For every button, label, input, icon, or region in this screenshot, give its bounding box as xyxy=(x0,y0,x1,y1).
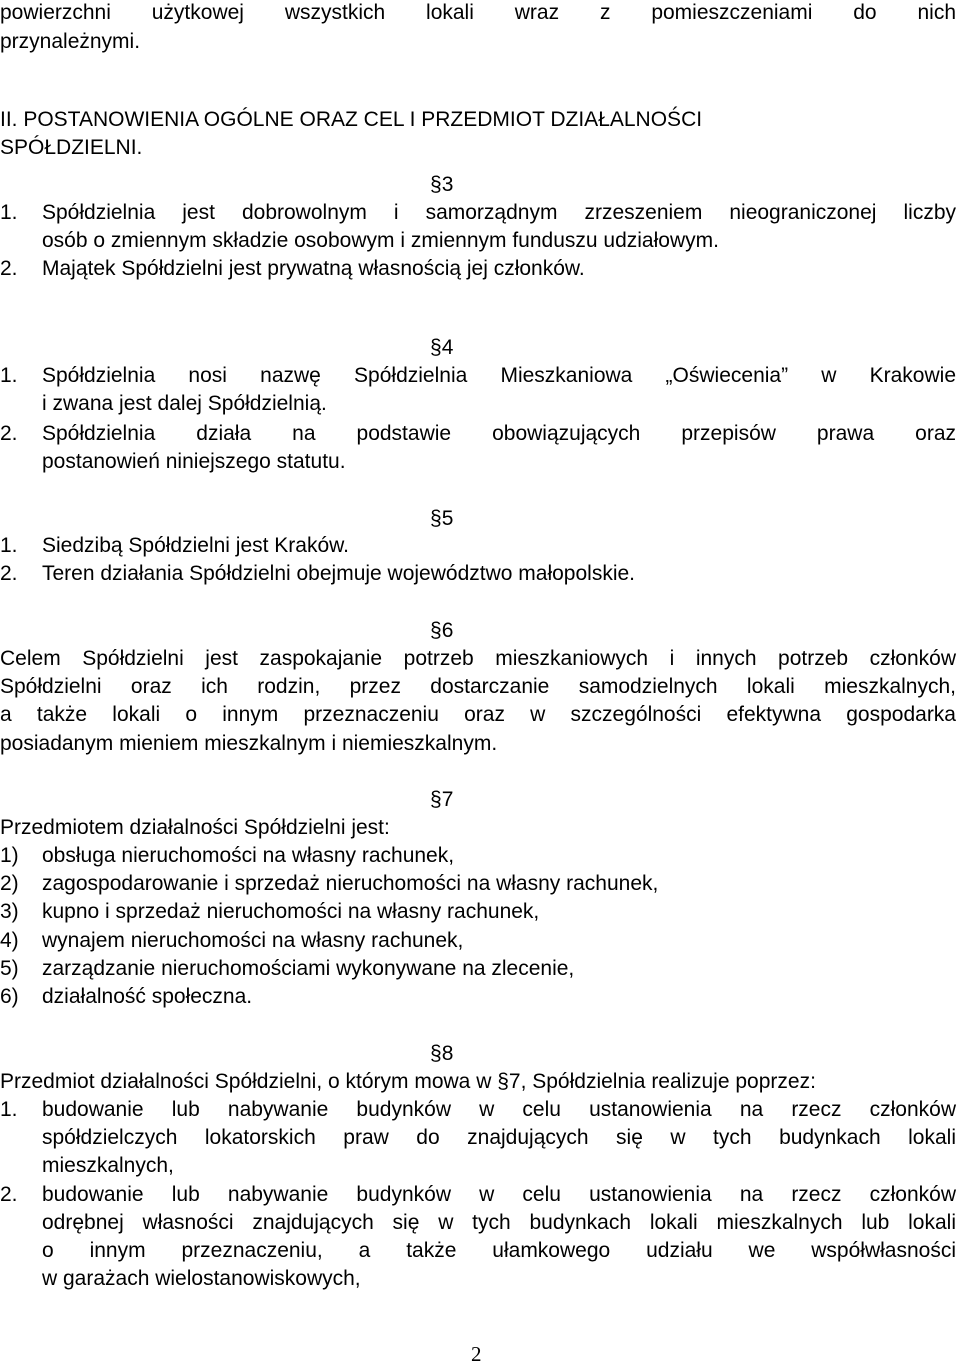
s3-item-text: Spółdzielnia jest dobrowolnym i samorządnym zrzeszeniem nieograniczonej liczby xyxy=(42,201,956,224)
s8-item-text: w garażach wielostanowiskowych, xyxy=(42,1267,361,1290)
s8-item-text: odrębnej własności znajdujących się w tych budynkach lokali mieszkalnych lub lokali xyxy=(42,1211,956,1234)
s3-item-number: 1. xyxy=(0,201,18,224)
s7-item-text: kupno i sprzedaż nieruchomości na własny rachunek, xyxy=(42,900,540,923)
s7-item-text: zagospodarowanie i sprzedaż nieruchomości na własny rachunek, xyxy=(42,872,659,895)
section-sign-icon: § xyxy=(430,788,442,811)
s5-item-text: Teren działania Spółdzielni obejmuje województwo małopolskie. xyxy=(42,562,635,585)
s8-item-number: 1. xyxy=(0,1098,18,1121)
section-sign-icon: § xyxy=(430,507,442,530)
chapter-title-line-1: II. POSTANOWIENIA OGÓLNE ORAZ CEL I PRZEDMIOT DZIAŁALNOŚCI xyxy=(0,108,703,131)
s8-item-text: budowanie lub nabywanie budynków w celu ustanowienia na rzecz członków xyxy=(42,1183,956,1206)
intro-line-2: przynależnymi. xyxy=(0,30,141,53)
s4-item-number: 1. xyxy=(0,364,18,387)
s5-item-number: 1. xyxy=(0,534,18,557)
s4-item-text: Spółdzielnia nosi nazwę Spółdzielnia Mieszkaniowa „Oświecenia” w Krakowie xyxy=(42,364,956,387)
section-sign-icon: § xyxy=(430,619,442,642)
s7-item-text: wynajem nieruchomości na własny rachunek, xyxy=(42,929,464,952)
intro-line-1: powierzchni użytkowej wszystkich lokali wraz z pomieszczeniami do nich xyxy=(0,1,956,24)
s8-item-text: budowanie lub nabywanie budynków w celu ustanowienia na rzecz członków xyxy=(42,1098,956,1121)
s7-item-number: 5) xyxy=(0,957,19,980)
section-heading-5: §5 xyxy=(430,507,454,530)
s7-item-text: zarządzanie nieruchomościami wykonywane na zlecenie, xyxy=(42,957,575,980)
s5-item-text: Siedzibą Spółdzielni jest Kraków. xyxy=(42,534,350,557)
section-sign-icon: § xyxy=(497,1070,509,1093)
s4-item-text: postanowień niniejszego statutu. xyxy=(42,450,346,473)
s7-intro: Przedmiotem działalności Spółdzielni jest: xyxy=(0,816,390,839)
s7-item-number: 1) xyxy=(0,844,19,867)
s7-item-text: działalność społeczna. xyxy=(42,985,253,1008)
section-heading-8: §8 xyxy=(430,1042,454,1065)
s8-item-text: mieszkalnych, xyxy=(42,1154,174,1177)
s7-item-number: 2) xyxy=(0,872,19,895)
section-sign-icon: § xyxy=(430,173,442,196)
s3-item-text: Majątek Spółdzielni jest prywatną własnością jej członków. xyxy=(42,257,585,280)
s6-paragraph-line: Spółdzielni oraz ich rodzin, przez dostarczanie samodzielnych lokali mieszkalnych, xyxy=(0,675,956,698)
s6-paragraph-line: posiadanym mieniem mieszkalnym i niemieszkalnym. xyxy=(0,732,498,755)
section-sign-icon: § xyxy=(430,1042,442,1065)
s7-item-number: 6) xyxy=(0,985,19,1008)
s4-item-text: Spółdzielnia działa na podstawie obowiązujących przepisów prawa oraz xyxy=(42,422,956,445)
s6-paragraph-line: Celem Spółdzielni jest zaspokajanie potrzeb mieszkaniowych i innych potrzeb członków xyxy=(0,647,956,670)
s7-item-number: 3) xyxy=(0,900,19,923)
section-heading-4: §4 xyxy=(430,336,454,359)
s5-item-number: 2. xyxy=(0,562,18,585)
section-heading-6: §6 xyxy=(430,619,454,642)
s4-item-text: i zwana jest dalej Spółdzielnią. xyxy=(42,392,327,415)
s8-item-text: spółdzielczych lokatorskich praw do znajdujących się w tych budynkach lokali xyxy=(42,1126,956,1149)
s8-item-text: o innym przeznaczeniu, a także ułamkowego udziału we współwłasności xyxy=(42,1239,956,1262)
s8-intro: Przedmiot działalności Spółdzielni, o którym mowa w §7, Spółdzielnia realizuje poprzez: xyxy=(0,1070,816,1093)
s8-item-number: 2. xyxy=(0,1183,18,1206)
s7-item-text: obsługa nieruchomości na własny rachunek, xyxy=(42,844,455,867)
page-number: 2 xyxy=(471,1342,482,1366)
s7-item-number: 4) xyxy=(0,929,19,952)
section-sign-icon: § xyxy=(430,336,442,359)
s3-item-number: 2. xyxy=(0,257,18,280)
s6-paragraph-line: a także lokali o innym przeznaczeniu oraz w szczególności efektywna gospodarka xyxy=(0,703,956,726)
chapter-title-line-2: SPÓŁDZIELNI. xyxy=(0,136,143,159)
s3-item-text: osób o zmiennym składzie osobowym i zmiennym funduszu udziałowym. xyxy=(42,229,719,252)
section-heading-7: §7 xyxy=(430,788,454,811)
section-heading-3: §3 xyxy=(430,173,454,196)
s4-item-number: 2. xyxy=(0,422,18,445)
